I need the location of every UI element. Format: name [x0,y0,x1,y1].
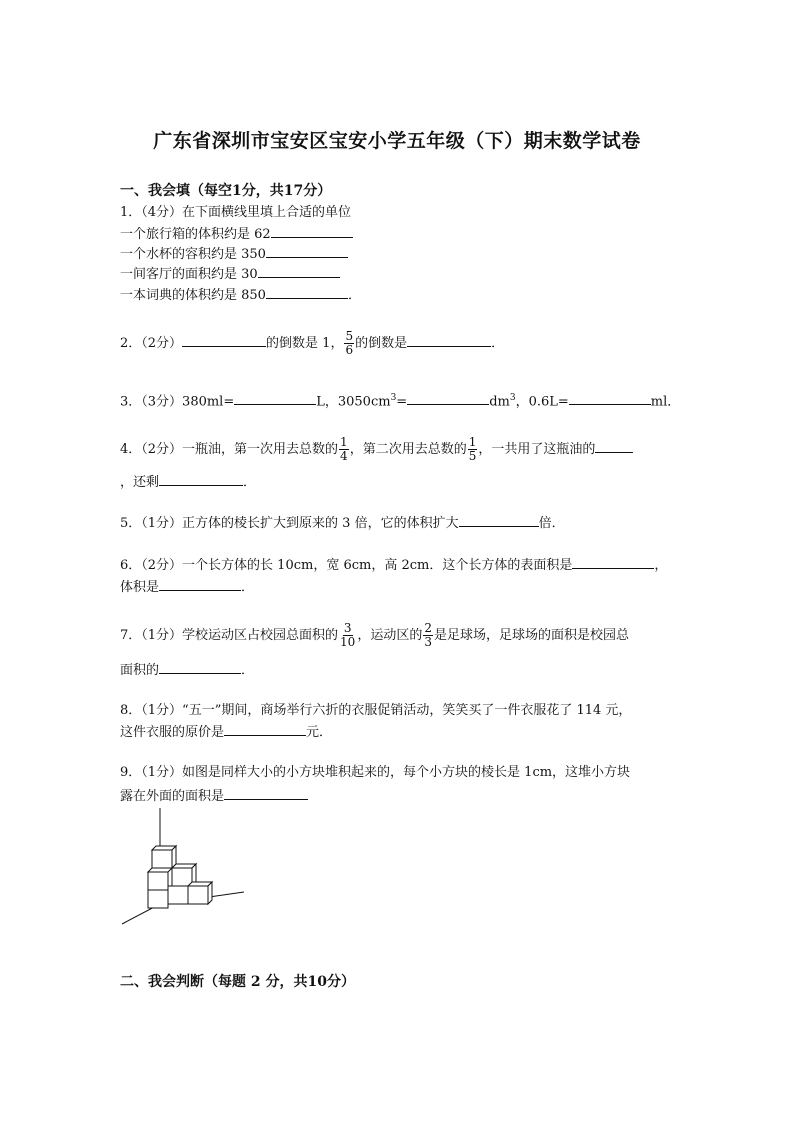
answer-blank[interactable] [234,390,316,405]
answer-blank[interactable] [258,263,340,278]
answer-blank[interactable] [159,659,241,674]
answer-blank[interactable] [224,785,308,800]
answer-blank[interactable] [569,390,651,405]
q9-line-2: 露在外面的面积是 [120,785,308,807]
answer-blank[interactable] [572,554,654,569]
q4-line-2: ，还剩 ． [120,471,256,493]
stacked-cubes-figure [118,808,248,928]
answer-blank[interactable] [159,576,241,591]
q1-line-1: 一个旅行箱的体积约是 62 [120,223,353,245]
q6-line-2: 体积是 ． [120,576,254,598]
q4-line-1: 4．（2分）一瓶油，第一次用去总数的 $\frac{1}{4}$ ，第二次用去总数的 $\frac{1}{5}$ ，一共用了这瓶油的 [120,436,633,463]
q6-line-1: 6．（2分）一个长方体的长 10cm，宽 6cm，高 2cm．这个长方体的表面积是 ， [120,554,667,576]
answer-blank[interactable] [459,512,539,527]
q8-line-2: 这件衣服的原价是 元． [120,721,332,743]
section-heading-judge: 二、我会判断（每题 2 分，共10分） [120,974,355,990]
page-title: 广东省深圳市宝安区宝安小学五年级（下）期末数学试卷 [153,130,641,152]
answer-blank[interactable] [595,438,633,453]
fraction: $\frac{3}{10}$ [340,621,356,649]
answer-blank[interactable] [159,471,243,486]
q5: 5．（1分）正方体的棱长扩大到原来的 3 倍，它的体积扩大 倍． [120,512,565,534]
q7-line-2: 面积的 ． [120,659,254,681]
q1-line-2: 一个水杯的容积约是 350 [120,243,348,265]
q1-line-4: 一本词典的体积约是 850 ． [120,284,361,306]
q2: 2．（2分） 的倒数是 1， $\frac{5}{6}$ 的倒数是 ． [120,329,505,357]
section-heading-fill: 一、我会填（每空1分，共17分） [120,183,332,199]
answer-blank[interactable] [182,332,266,347]
answer-blank[interactable] [407,332,491,347]
q9-line-1: 9．（1分）如图是同样大小的小方块堆积起来的，每个小方块的棱长是 1cm，这堆小方块 [120,765,631,780]
answer-blank[interactable] [407,390,489,405]
fraction: $\frac{2}{3}$ [424,621,432,649]
answer-blank[interactable] [266,243,348,258]
q8-line-1: 8．（1分）“五一”期间，商场举行六折的衣服促销活动，笑笑买了一件衣服花了 114 元， [120,703,632,718]
fraction: $\frac{5}{6}$ [345,329,354,357]
fraction: $\frac{1}{4}$ [340,435,348,463]
answer-blank[interactable] [266,284,348,299]
q7-line-1: 7．（1分）学校运动区占校园总面积的 $\frac{3}{10}$ ，运动区的 $\frac{2}{3}$ 是足球场，足球场的面积是校园总 [120,621,629,649]
answer-blank[interactable] [271,223,353,238]
q3: 3．（3分）380ml= L，$3050cm^3= dm^3$，0.6L= ml． [120,388,680,412]
fraction: $\frac{1}{5}$ [468,435,477,463]
q1-stem: 1．（4分）在下面横线里填上合适的单位 [120,205,352,220]
answer-blank[interactable] [224,721,306,736]
q1-line-3: 一间客厅的面积约是 30 [120,263,340,285]
